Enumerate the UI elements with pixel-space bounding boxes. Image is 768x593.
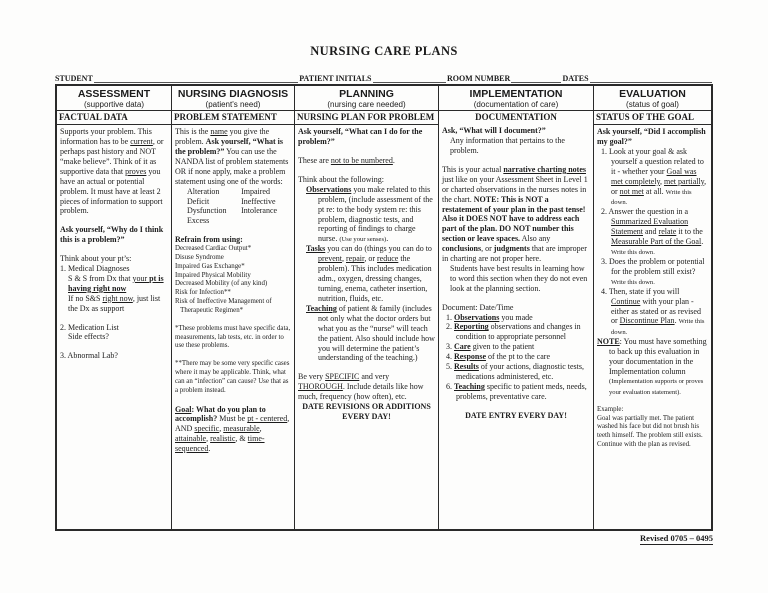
body-block: Example: — [597, 405, 624, 413]
body-block — [60, 342, 168, 351]
body-block: 1. Medical Diagnoses — [60, 264, 130, 274]
field-label-room-number: ROOM NUMBER — [446, 74, 511, 83]
body-block — [597, 397, 708, 406]
body-block — [442, 156, 590, 165]
section-content — [594, 125, 711, 452]
body-block: 5. Results of your actions, diagnostic tests, medications administered, etc. — [446, 362, 584, 381]
column-title: IMPLEMENTATION — [469, 88, 563, 100]
column-header-implementation — [439, 86, 594, 111]
section-content — [172, 125, 294, 456]
column-body-evaluation — [594, 111, 711, 529]
care-plan-table — [55, 84, 713, 531]
table-body-row — [57, 111, 711, 529]
body-block — [298, 166, 435, 175]
body-block: Any information that pertains to the problem. — [450, 136, 565, 155]
table-header-row — [57, 86, 711, 111]
section-title: STATUS OF THE GOAL — [594, 111, 711, 125]
body-block: If no S&S right now, just list the Dx as support — [68, 293, 161, 313]
body-block: Refrain from using: — [175, 235, 243, 245]
header-fields-line — [55, 70, 713, 83]
body-block: Ask yourself, “Why do I think this is a problem?” — [60, 225, 164, 245]
column-title: ASSESSMENT — [77, 88, 151, 100]
column-body-planning — [295, 111, 439, 529]
body-block: This is the name you give the problem. Ask yourself, “What is the problem?” You can use the NANDA list of problem statements OR if none apply, make a problem statement using one of the words: — [175, 127, 289, 186]
body-block: Goal: What do you plan to accomplish? Must be pt - centered, AND specific, measurable, attainable, realistic, & time-sequenced. — [175, 404, 290, 454]
body-block: 3. Does the problem or potential for the problem still exist? Write this down. — [601, 256, 705, 286]
blank-line-dates — [590, 73, 712, 83]
column-body-nursing-diagnosis — [172, 111, 295, 529]
body-block: Ask, “What will I document?” — [442, 126, 546, 136]
body-block: This is your actual narrative charting notes just like on your Assessment Sheet in Level 1 or charted observations in the nurses notes in the chart. NOTE: This is NOT a restatement of your plan in the past tense! Also it DOES NOT have to address each part of the plan. DO NOT number this section or leave spaces. Also any conclusions, or judgments that are improper in charting are not proper here. — [442, 164, 588, 264]
section-title: PROBLEM STATEMENT — [172, 111, 294, 125]
body-block: Alteration Impaired Deficit Ineffective Dysfunction Intolerance Excess — [187, 186, 278, 226]
blank-line-room-number — [511, 73, 561, 83]
section-title: FACTUAL DATA — [57, 111, 171, 125]
body-block: *These problems must have specific data, measurements, lab tests, etc. in order to use these problems. — [175, 324, 291, 350]
body-block: DATE ENTRY EVERY DAY! — [465, 410, 567, 420]
section-content — [295, 125, 438, 424]
body-block: **There may be some very specific cases where it may be applicable. Think, what can an “infection” can cause? Use that as a problem instead. — [175, 360, 290, 394]
revision-footer — [55, 533, 713, 543]
field-label-dates: DATES — [562, 74, 589, 83]
column-header-planning — [295, 86, 439, 111]
body-block: Ask yourself, “Did I accomplish my goal?” — [597, 127, 706, 147]
column-subtitle: (patient's need) — [205, 100, 261, 109]
body-block: 2. Medication List — [60, 322, 119, 332]
body-block: Be very SPECIFIC and very THOROUGH. Include details like how much, frequency (how often), etc. — [298, 372, 424, 402]
body-block: Think about your pt’s: — [60, 254, 132, 264]
body-block: Observations you make related to this problem, (include assessment of the pt re: to the body system re: this problem, diagnostic tests, and reporting of findings to charge nurse. (Use your senses). — [306, 184, 433, 244]
body-block: 3. Abnormal Lab? — [60, 351, 118, 361]
body-block: 4. Then, state if you will Continue with your plan - either as stated or as revised or Discontinue Plan. Write this down. — [601, 286, 705, 336]
body-block — [442, 294, 590, 303]
column-subtitle: (nursing care needed) — [327, 100, 406, 109]
column-subtitle: (status of goal) — [626, 100, 679, 109]
body-block — [60, 314, 168, 323]
body-block: Decreased Cardiac Output* Disuse Syndrome Impaired Gas Exchange* Impaired Physical Mobility Decreased Mobility (of any kind) Risk for Infection** Risk of Ineffective Management of Therapeutic Regimen* — [175, 245, 272, 314]
body-block: 2. Answer the question in a Summarized Evaluation Statement and relate it to the Measurable Part of the Goal. Write this down. — [601, 206, 704, 256]
column-body-implementation — [439, 111, 594, 529]
page-title: NURSING CARE PLANS — [310, 44, 458, 58]
section-title: NURSING PLAN FOR PROBLEM — [295, 111, 438, 125]
body-block: Think about the following: — [298, 174, 384, 184]
revision-text: Revised 0705 – 0495 — [640, 533, 713, 543]
body-block: Teaching of patient & family (includes not only what the doctor orders but what you as the “nurse” will teach the patient. Also should include how you will determine the patient’s understanding of the teaching.) — [306, 303, 435, 363]
body-block — [175, 316, 291, 325]
column-header-assessment — [57, 86, 172, 111]
section-content — [439, 124, 593, 422]
body-block — [175, 351, 291, 360]
column-body-assessment — [57, 111, 172, 529]
field-label-patient-initials: PATIENT INITIALS — [299, 74, 372, 83]
body-block: NOTE: You must have something to back up this evaluation in your documentation in the Implementation column (Implementation supports or proves your evaluation statement). — [597, 336, 707, 396]
body-block — [442, 402, 590, 411]
body-block: Goal was partially met. The patient washed his face but did not brush his teeth himself. The problem still exists. Continue with the plan as revised. — [597, 414, 703, 449]
body-block: 1. Look at your goal & ask yourself a question related to it - whether your Goal was met completely, met partially, or not met at all. Write this down. — [601, 146, 707, 206]
body-block: DATE REVISIONS OR ADDITIONS EVERY DAY! — [302, 402, 431, 421]
column-title: PLANNING — [339, 88, 394, 100]
section-title: DOCUMENTATION — [475, 112, 557, 122]
column-header-evaluation — [594, 86, 711, 111]
body-block: These are not to be numbered. — [298, 155, 395, 165]
body-block: Document: Date/Time — [442, 302, 514, 312]
body-block: 4. Response of the pt to the care — [446, 352, 550, 362]
body-block — [175, 396, 291, 405]
section-content — [57, 125, 171, 363]
body-block: 1. Observations you made — [446, 312, 533, 322]
column-title: NURSING DIAGNOSIS — [177, 88, 289, 100]
body-block: 6. Teaching specific to patient meds, needs, problems, preventative care. — [446, 381, 587, 401]
blank-line-student — [94, 73, 298, 83]
field-label-student: STUDENT — [55, 74, 93, 83]
column-header-nursing-diagnosis — [172, 86, 295, 111]
body-block: S & S from Dx that your pt is having right now — [68, 273, 164, 293]
body-block: Students have best results in learning how to word this section when they do not even look at the planning section. — [450, 263, 588, 293]
blank-line-patient-initials — [373, 73, 446, 83]
body-block — [60, 216, 168, 225]
body-block — [175, 226, 291, 235]
body-block: 3. Care given to the patient — [446, 342, 535, 352]
body-block: Tasks you can do (things you can do to prevent, repair, or reduce the problem). This includes medication adm., oxygen, dressing changes, turning, enema, catheter insertion, nutrition, fluids, etc. — [306, 244, 432, 304]
column-title: EVALUATION — [619, 88, 686, 100]
body-block: Ask yourself, “What can I do for the problem?” — [298, 127, 423, 147]
body-block — [60, 245, 168, 254]
body-block — [298, 363, 435, 372]
column-subtitle: (supportive data) — [83, 100, 145, 109]
body-block: Supports your problem. This information has to be current, or perhaps past history and NOT “make believe”. Think of it as supportive data that proves you have an actual or potential problem. It must have at least 2 pieces of information to support problem. — [60, 127, 164, 216]
column-subtitle: (documentation of care) — [473, 100, 559, 109]
body-block — [298, 147, 435, 156]
body-block: Side effects? — [68, 332, 109, 342]
body-block: 2. Reporting observations and changes in condition to appropriate personnel — [446, 322, 581, 342]
